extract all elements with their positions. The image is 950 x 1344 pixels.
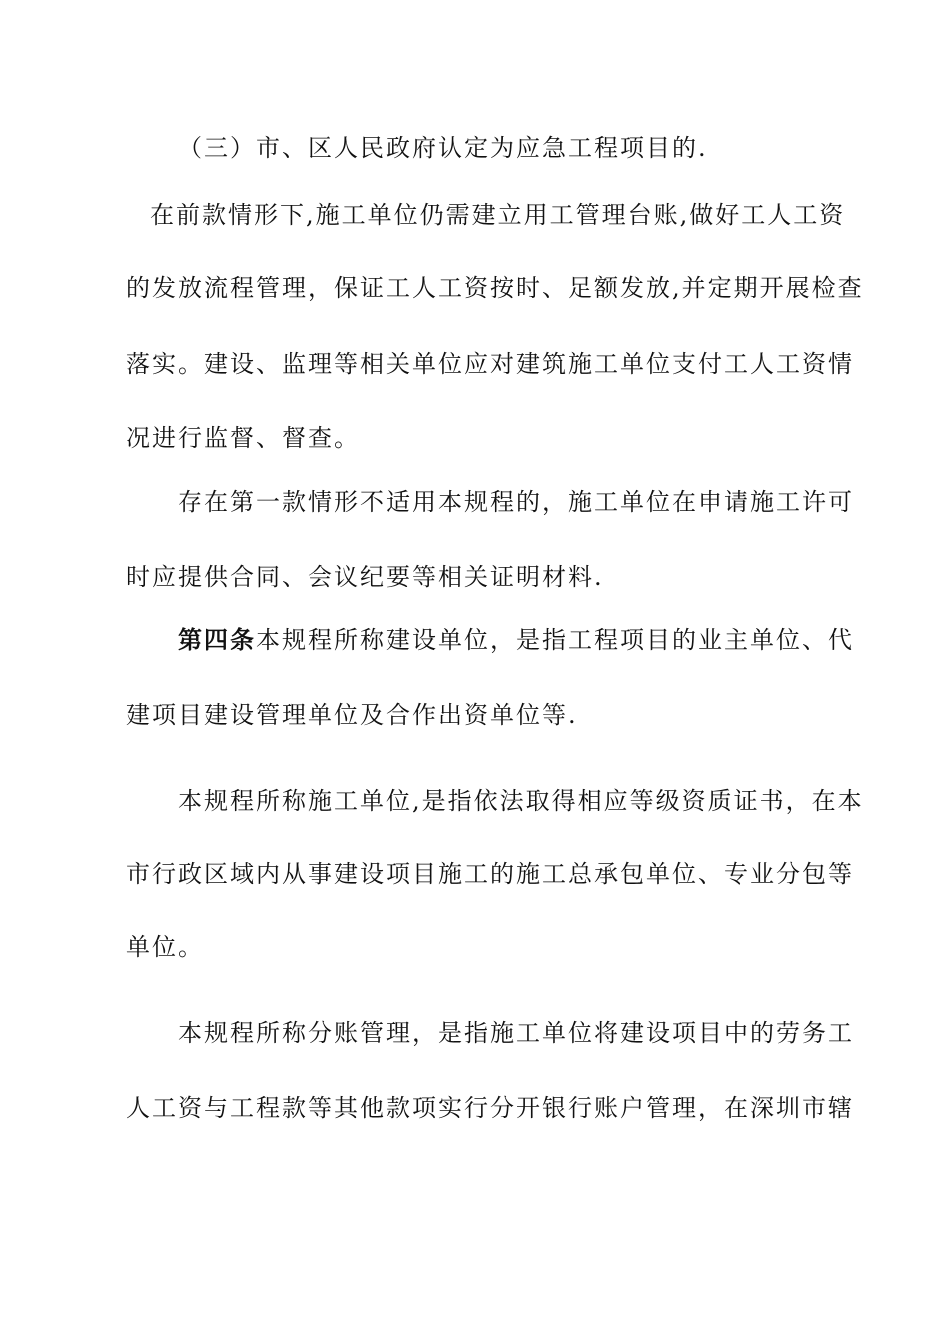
line-12: 单位。 [126, 933, 204, 961]
paragraph-construction-unit-line-1 [178, 786, 864, 816]
paragraph-construction-unit-line-3 [126, 932, 204, 962]
paragraph-account-management-line-1 [178, 1018, 854, 1048]
line-5: 况进行监督、督查。 [126, 424, 360, 452]
line-7: 时应提供合同、会议纪要等相关证明材料. [126, 563, 604, 591]
line-13: 本规程所称分账管理，是指施工单位将建设项目中的劳务工 [178, 1019, 854, 1047]
paragraph-account-management-line-2 [126, 1093, 854, 1123]
paragraph-permit-line-1 [178, 487, 854, 517]
article-label: 第四条 [178, 625, 256, 654]
line-14: 人工资与工程款等其他款项实行分开银行账户管理，在深圳市辖 [126, 1094, 854, 1122]
article-four-line-2 [126, 700, 578, 730]
paragraph-ledger-line-4 [126, 423, 360, 453]
paragraph-construction-unit-line-2 [126, 859, 854, 889]
paragraph-ledger-line-2 [126, 273, 864, 303]
line-6: 存在第一款情形不适用本规程的，施工单位在申请施工许可 [178, 488, 854, 516]
line-3: 的发放流程管理，保证工人工资按时、足额发放,并定期开展检查 [126, 274, 864, 302]
paragraph-ledger-line-3 [126, 349, 854, 379]
line-11: 市行政区域内从事建设项目施工的施工总承包单位、专业分包等 [126, 860, 854, 888]
line-9: 建项目建设管理单位及合作出资单位等. [126, 701, 578, 729]
paragraph-permit-line-2 [126, 562, 604, 592]
line-10: 本规程所称施工单位,是指依法取得相应等级资质证书，在本 [178, 787, 864, 815]
line-8: 本规程所称建设单位，是指工程项目的业主单位、代 [256, 626, 854, 654]
line-1: （三）市、区人民政府认定为应急工程项目的. [178, 134, 708, 162]
line-2: 在前款情形下,施工单位仍需建立用工管理台账,做好工人工资 [150, 201, 846, 229]
paragraph-ledger-line-1 [150, 200, 845, 230]
article-four-line-1 [178, 625, 854, 655]
paragraph-emergency-project [178, 133, 708, 163]
line-4: 落实。建设、监理等相关单位应对建筑施工单位支付工人工资情 [126, 350, 854, 378]
